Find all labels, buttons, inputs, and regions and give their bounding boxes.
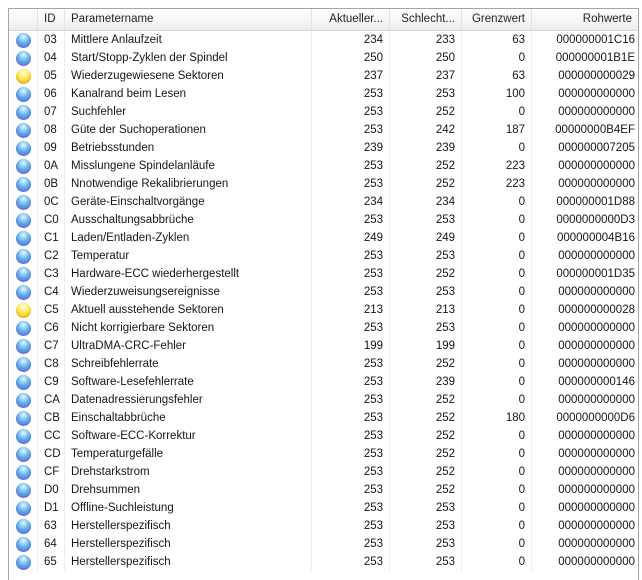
attribute-id: CF (38, 463, 65, 481)
attribute-id: C6 (38, 319, 65, 337)
status-orb-icon (16, 519, 31, 534)
attribute-id: 07 (38, 103, 65, 121)
attribute-current: 199 (312, 337, 390, 355)
status-orb-icon (16, 195, 31, 210)
attribute-worst: 253 (390, 211, 462, 229)
table-row[interactable] (9, 283, 638, 301)
attribute-threshold: 0 (462, 211, 532, 229)
attribute-current: 213 (312, 301, 390, 319)
table-row[interactable] (9, 247, 638, 265)
attribute-raw: 000000000000 (558, 322, 635, 334)
attribute-threshold: 0 (462, 499, 532, 517)
attribute-name: Einschaltabbrüche (65, 409, 312, 427)
attribute-current: 253 (312, 157, 390, 175)
column-header-status[interactable] (9, 9, 38, 30)
attribute-id: 0B (38, 175, 65, 193)
attribute-threshold: 0 (462, 103, 532, 121)
status-cell (9, 391, 38, 409)
attribute-current: 253 (312, 265, 390, 283)
status-orb-icon (16, 465, 31, 480)
attribute-current: 253 (312, 517, 390, 535)
attribute-worst: 250 (390, 49, 462, 67)
status-cell (9, 337, 38, 355)
attribute-raw: 000000001C16 (556, 34, 635, 46)
table-body (9, 31, 638, 571)
attribute-id: CD (38, 445, 65, 463)
attribute-id: C4 (38, 283, 65, 301)
attribute-name: Wiederzugewiesene Sektoren (65, 67, 312, 85)
status-cell (9, 31, 38, 49)
status-cell (9, 301, 38, 319)
attribute-raw: 00000000B4EF (555, 124, 635, 136)
attribute-current: 234 (312, 193, 390, 211)
status-orb-icon (16, 213, 31, 228)
attribute-worst: 252 (390, 175, 462, 193)
status-orb-icon (16, 447, 31, 462)
attribute-raw: 000000000000 (558, 466, 635, 478)
attribute-current: 253 (312, 211, 390, 229)
status-cell (9, 517, 38, 535)
attribute-raw: 000000000000 (558, 340, 635, 352)
attribute-raw: 000000000000 (558, 178, 635, 190)
attribute-raw: 000000000028 (558, 304, 635, 316)
table-row[interactable] (9, 193, 638, 211)
table-row[interactable] (9, 553, 638, 571)
attribute-id: C3 (38, 265, 65, 283)
attribute-worst: 239 (390, 139, 462, 157)
table-row[interactable] (9, 121, 638, 139)
attribute-worst: 253 (390, 283, 462, 301)
status-cell (9, 427, 38, 445)
attribute-threshold: 0 (462, 49, 532, 67)
status-orb-icon (16, 87, 31, 102)
status-cell (9, 211, 38, 229)
attribute-threshold: 63 (462, 31, 532, 49)
attribute-name: Offline-Suchleistung (65, 499, 312, 517)
attribute-id: 0A (38, 157, 65, 175)
status-orb-icon (16, 141, 31, 156)
attribute-raw: 000000000000 (558, 88, 635, 100)
attribute-current: 253 (312, 481, 390, 499)
table-row[interactable] (9, 409, 638, 427)
attribute-raw: 000000000029 (558, 70, 635, 82)
attribute-current: 253 (312, 355, 390, 373)
attribute-name: Schreibfehlerrate (65, 355, 312, 373)
attribute-name: Geräte-Einschaltvorgänge (65, 193, 312, 211)
status-cell (9, 283, 38, 301)
status-cell (9, 373, 38, 391)
attribute-threshold: 0 (462, 553, 532, 571)
attribute-id: 04 (38, 49, 65, 67)
attribute-threshold: 63 (462, 67, 532, 85)
table-row[interactable] (9, 301, 638, 319)
attribute-raw: 000000000000 (558, 394, 635, 406)
attribute-name: Herstellerspezifisch (65, 535, 312, 553)
attribute-name: UltraDMA-CRC-Fehler (65, 337, 312, 355)
table-row[interactable] (9, 355, 638, 373)
attribute-worst: 252 (390, 157, 462, 175)
table-row[interactable] (9, 481, 638, 499)
column-header-threshold[interactable]: Grenzwert (462, 9, 532, 30)
attribute-current: 253 (312, 373, 390, 391)
table-row[interactable] (9, 67, 638, 85)
attribute-current: 253 (312, 175, 390, 193)
attribute-raw: 000000000000 (558, 106, 635, 118)
table-header (9, 9, 638, 31)
attribute-current: 253 (312, 553, 390, 571)
attribute-name: Herstellerspezifisch (65, 517, 312, 535)
attribute-current: 249 (312, 229, 390, 247)
smart-table (8, 8, 639, 580)
status-cell (9, 535, 38, 553)
status-orb-icon (16, 393, 31, 408)
table-row[interactable] (9, 31, 638, 49)
attribute-raw: 000000000000 (558, 538, 635, 550)
status-orb-icon (16, 357, 31, 372)
attribute-id: C5 (38, 301, 65, 319)
attribute-worst: 252 (390, 103, 462, 121)
table-row[interactable] (9, 445, 638, 463)
attribute-worst: 199 (390, 337, 462, 355)
status-orb-icon (16, 375, 31, 390)
column-header-raw[interactable]: Rohwerte (582, 13, 632, 25)
attribute-worst: 253 (390, 85, 462, 103)
attribute-current: 253 (312, 427, 390, 445)
status-cell (9, 553, 38, 571)
table-row[interactable] (9, 157, 638, 175)
attribute-name: Mittlere Anlaufzeit (65, 31, 312, 49)
attribute-name: Suchfehler (65, 103, 312, 121)
attribute-current: 253 (312, 85, 390, 103)
attribute-threshold: 0 (462, 463, 532, 481)
attribute-name: Laden/Entladen-Zyklen (65, 229, 312, 247)
status-orb-icon (16, 177, 31, 192)
table-row[interactable] (9, 463, 638, 481)
attribute-name: Betriebsstunden (65, 139, 312, 157)
attribute-raw: 000000000000 (558, 556, 635, 568)
attribute-worst: 242 (390, 121, 462, 139)
status-orb-icon (16, 231, 31, 246)
status-cell (9, 355, 38, 373)
attribute-id: C1 (38, 229, 65, 247)
attribute-worst: 213 (390, 301, 462, 319)
status-orb-icon (16, 267, 31, 282)
attribute-id: 06 (38, 85, 65, 103)
attribute-threshold: 0 (462, 283, 532, 301)
column-header-worst[interactable]: Schlecht... (390, 9, 462, 30)
attribute-worst: 239 (390, 373, 462, 391)
status-orb-icon (16, 321, 31, 336)
attribute-threshold: 0 (462, 481, 532, 499)
attribute-threshold: 0 (462, 445, 532, 463)
attribute-worst: 252 (390, 481, 462, 499)
attribute-worst: 253 (390, 535, 462, 553)
status-cell (9, 139, 38, 157)
attribute-worst: 253 (390, 319, 462, 337)
attribute-worst: 249 (390, 229, 462, 247)
attribute-current: 253 (312, 463, 390, 481)
attribute-threshold: 0 (462, 247, 532, 265)
attribute-name: Software-ECC-Korrektur (65, 427, 312, 445)
attribute-raw: 000000000146 (558, 376, 635, 388)
attribute-name: Güte der Suchoperationen (65, 121, 312, 139)
table-row[interactable] (9, 499, 638, 517)
status-cell (9, 409, 38, 427)
status-orb-icon (16, 411, 31, 426)
status-orb-icon (16, 249, 31, 264)
attribute-current: 253 (312, 283, 390, 301)
status-cell (9, 103, 38, 121)
attribute-name: Ausschaltungsabbrüche (65, 211, 312, 229)
attribute-raw: 000000000000 (558, 250, 635, 262)
attribute-threshold: 223 (462, 175, 532, 193)
attribute-name: Drehstarkstrom (65, 463, 312, 481)
status-cell (9, 481, 38, 499)
attribute-threshold: 0 (462, 265, 532, 283)
attribute-worst: 252 (390, 445, 462, 463)
attribute-worst: 253 (390, 553, 462, 571)
status-cell (9, 499, 38, 517)
attribute-current: 253 (312, 391, 390, 409)
attribute-id: C9 (38, 373, 65, 391)
attribute-name: Drehsummen (65, 481, 312, 499)
attribute-name: Nicht korrigierbare Sektoren (65, 319, 312, 337)
attribute-current: 253 (312, 409, 390, 427)
table-row[interactable] (9, 517, 638, 535)
attribute-worst: 253 (390, 499, 462, 517)
status-orb-icon (16, 33, 31, 48)
table-row[interactable] (9, 139, 638, 157)
attribute-worst: 237 (390, 67, 462, 85)
attribute-id: C8 (38, 355, 65, 373)
status-orb-icon (16, 159, 31, 174)
table-row[interactable] (9, 229, 638, 247)
attribute-raw: 000000000000 (558, 484, 635, 496)
attribute-worst: 252 (390, 409, 462, 427)
status-cell (9, 175, 38, 193)
status-orb-icon (16, 69, 31, 84)
status-cell (9, 193, 38, 211)
table-row[interactable] (9, 535, 638, 553)
attribute-worst: 253 (390, 517, 462, 535)
attribute-worst: 233 (390, 31, 462, 49)
attribute-threshold: 180 (462, 409, 532, 427)
attribute-raw: 000000004B16 (556, 232, 635, 244)
attribute-id: 0C (38, 193, 65, 211)
attribute-id: 08 (38, 121, 65, 139)
attribute-worst: 253 (390, 247, 462, 265)
attribute-name: Herstellerspezifisch (65, 553, 312, 571)
attribute-threshold: 0 (462, 373, 532, 391)
table-row[interactable] (9, 175, 638, 193)
attribute-name: Hardware-ECC wiederhergestellt (65, 265, 312, 283)
attribute-id: 09 (38, 139, 65, 157)
table-row[interactable] (9, 85, 638, 103)
attribute-threshold: 0 (462, 193, 532, 211)
status-orb-icon (16, 555, 31, 570)
status-orb-icon (16, 123, 31, 138)
attribute-id: C7 (38, 337, 65, 355)
attribute-id: 64 (38, 535, 65, 553)
attribute-name: Datenadressierungsfehler (65, 391, 312, 409)
attribute-name: Software-Lesefehlerrate (65, 373, 312, 391)
attribute-raw: 000000007205 (558, 142, 635, 154)
attribute-id: 05 (38, 67, 65, 85)
attribute-current: 239 (312, 139, 390, 157)
status-orb-icon (16, 429, 31, 444)
attribute-id: C2 (38, 247, 65, 265)
attribute-current: 253 (312, 499, 390, 517)
attribute-raw: 000000000000 (558, 358, 635, 370)
attribute-name: Start/Stopp-Zyklen der Spindel (65, 49, 312, 67)
status-orb-icon (16, 501, 31, 516)
attribute-raw: 000000001B1E (555, 52, 635, 64)
attribute-threshold: 0 (462, 319, 532, 337)
status-cell (9, 85, 38, 103)
attribute-raw: 000000000000 (558, 160, 635, 172)
table-row[interactable] (9, 391, 638, 409)
status-orb-icon (16, 51, 31, 66)
status-cell (9, 67, 38, 85)
attribute-worst: 252 (390, 427, 462, 445)
attribute-worst: 252 (390, 265, 462, 283)
attribute-raw: 000000000000 (558, 520, 635, 532)
attribute-name: Nnotwendige Rekalibrierungen (65, 175, 312, 193)
status-orb-icon (16, 483, 31, 498)
attribute-id: C0 (38, 211, 65, 229)
attribute-raw: 0000000000D6 (556, 412, 635, 424)
attribute-name: Wiederzuweisungsereignisse (65, 283, 312, 301)
table-row[interactable] (9, 337, 638, 355)
status-cell (9, 49, 38, 67)
column-header-id[interactable]: ID (38, 9, 65, 30)
status-cell (9, 463, 38, 481)
attribute-worst: 252 (390, 463, 462, 481)
attribute-name: Aktuell ausstehende Sektoren (65, 301, 312, 319)
attribute-threshold: 0 (462, 337, 532, 355)
attribute-id: 65 (38, 553, 65, 571)
attribute-worst: 234 (390, 193, 462, 211)
attribute-threshold: 0 (462, 517, 532, 535)
status-cell (9, 229, 38, 247)
attribute-current: 237 (312, 67, 390, 85)
status-orb-icon (16, 339, 31, 354)
column-header-current[interactable]: Aktueller... (312, 9, 390, 30)
attribute-id: 63 (38, 517, 65, 535)
attribute-id: CB (38, 409, 65, 427)
attribute-name: Temperaturgefälle (65, 445, 312, 463)
attribute-name: Kanalrand beim Lesen (65, 85, 312, 103)
table-row[interactable] (9, 319, 638, 337)
attribute-current: 253 (312, 247, 390, 265)
attribute-current: 253 (312, 103, 390, 121)
status-cell (9, 157, 38, 175)
attribute-name: Temperatur (65, 247, 312, 265)
attribute-threshold: 223 (462, 157, 532, 175)
table-row[interactable] (9, 103, 638, 121)
attribute-threshold: 100 (462, 85, 532, 103)
table-row[interactable] (9, 427, 638, 445)
attribute-id: CC (38, 427, 65, 445)
attribute-threshold: 187 (462, 121, 532, 139)
attribute-worst: 252 (390, 355, 462, 373)
attribute-threshold: 0 (462, 355, 532, 373)
attribute-current: 253 (312, 319, 390, 337)
status-orb-icon (16, 537, 31, 552)
attribute-threshold: 0 (462, 427, 532, 445)
status-cell (9, 445, 38, 463)
status-cell (9, 247, 38, 265)
table-row[interactable] (9, 265, 638, 283)
status-orb-icon (16, 105, 31, 120)
column-header-name[interactable]: Parametername (65, 9, 312, 30)
attribute-raw: 0000000000D3 (556, 214, 635, 226)
attribute-threshold: 0 (462, 301, 532, 319)
attribute-id: D1 (38, 499, 65, 517)
status-cell (9, 319, 38, 337)
status-orb-icon (16, 303, 31, 318)
attribute-raw: 000000000000 (558, 430, 635, 442)
attribute-threshold: 0 (462, 139, 532, 157)
attribute-raw: 000000000000 (558, 448, 635, 460)
attribute-id: D0 (38, 481, 65, 499)
attribute-current: 253 (312, 445, 390, 463)
attribute-threshold: 0 (462, 229, 532, 247)
table-row[interactable] (9, 211, 638, 229)
attribute-current: 253 (312, 535, 390, 553)
attribute-raw: 000000000000 (558, 502, 635, 514)
attribute-id: CA (38, 391, 65, 409)
attribute-name: Misslungene Spindelanläufe (65, 157, 312, 175)
status-orb-icon (16, 285, 31, 300)
attribute-current: 250 (312, 49, 390, 67)
attribute-worst: 252 (390, 391, 462, 409)
attribute-current: 253 (312, 121, 390, 139)
table-row[interactable] (9, 373, 638, 391)
attribute-raw: 000000001D35 (556, 268, 635, 280)
status-cell (9, 121, 38, 139)
attribute-id: 03 (38, 31, 65, 49)
attribute-current: 234 (312, 31, 390, 49)
attribute-raw: 000000001D88 (556, 196, 635, 208)
table-row[interactable] (9, 49, 638, 67)
status-cell (9, 265, 38, 283)
attribute-raw: 000000000000 (558, 286, 635, 298)
attribute-threshold: 0 (462, 535, 532, 553)
attribute-threshold: 0 (462, 391, 532, 409)
